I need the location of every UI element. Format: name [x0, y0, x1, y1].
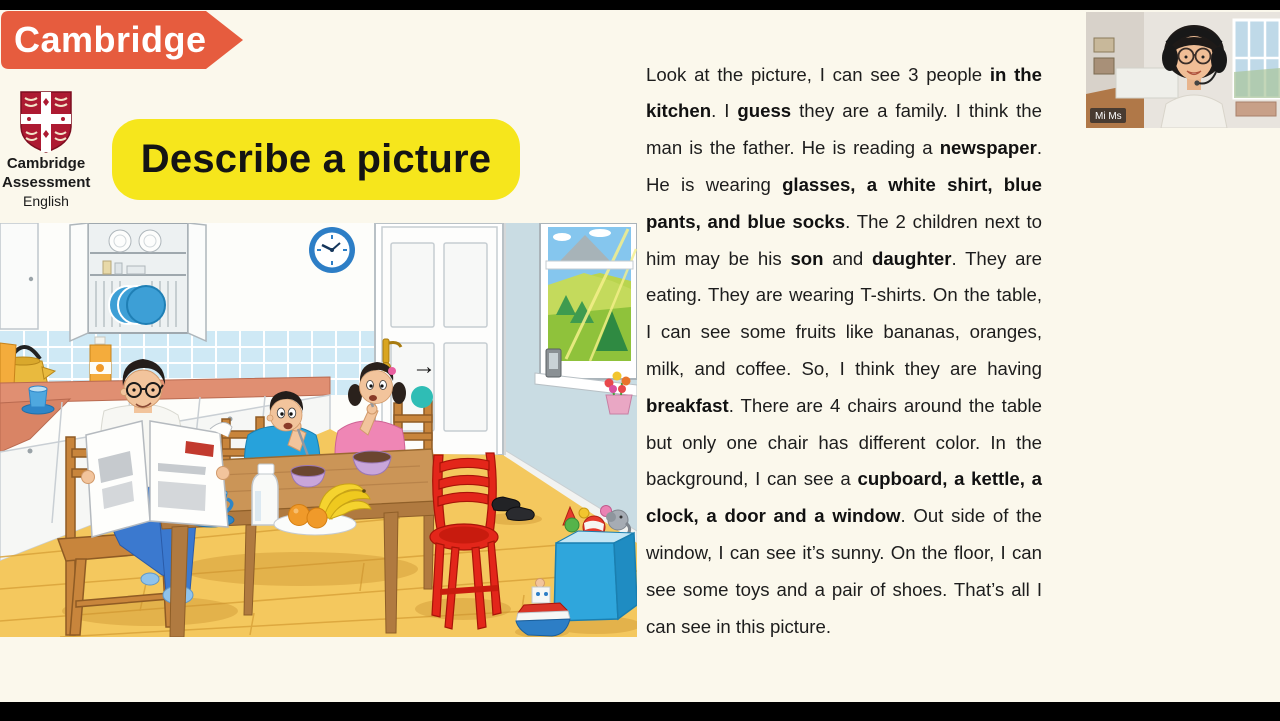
window-view: [548, 227, 636, 361]
top-letterbox: [0, 0, 1280, 10]
slide-title: Describe a picture: [140, 137, 492, 181]
shield-caption-line2: Assessment: [2, 174, 91, 191]
father-hand-left: [82, 471, 95, 484]
upper-cupboard: [0, 223, 206, 341]
cupboard-open-door-right: [188, 223, 206, 341]
juice-carton-left: [0, 343, 16, 386]
shield-caption-line3: English: [23, 193, 69, 209]
shield-icon: [18, 90, 74, 154]
phone-on-sill: [546, 349, 561, 377]
cursor-arrow[interactable]: →: [412, 353, 436, 380]
window: [535, 223, 637, 414]
newspaper: [82, 421, 233, 537]
webcam-video[interactable]: [1086, 12, 1280, 128]
shield-caption-line1: Cambridge: [6, 155, 86, 172]
slide-title-pill: [112, 119, 520, 200]
pointer-dot[interactable]: [411, 386, 433, 408]
mic-icon: [1194, 80, 1199, 85]
girl-hair-bow: [388, 367, 396, 375]
girl-pigtail-right: [392, 382, 406, 404]
banner-label: Cambridge: [14, 19, 207, 60]
toy-box: [554, 506, 637, 622]
father-hand-right: [217, 467, 230, 480]
presenter-name-label: [1090, 108, 1126, 123]
picture-description-text: Look at the picture, I can see 3 people in the kitchen. I guess they are a family. I think the man is the father. He is reading a newspaper. He is wearing glasses, a white shirt, blue pants, and blue socks. The 2 children next to him may be his son and daughter. They are eating. They are wearing T-shirts. On the table, I can see some fruits like bananas, oranges, milk, and coffee. So, I think they are having breakfast. There are 4 chairs around the table but only one chair has different color. In the background, I can see a cupboard, a kettle, a clock, a door and a window. Out side of the window, I can see it’s sunny. On the floor, I can see some toys and a pair of shoes. That’s all I can see in this picture.: [646, 63, 1043, 637]
slide-background: [0, 10, 1280, 702]
cupboard-open-door-left: [70, 223, 88, 341]
presenter-name-text: Mi Ms: [1095, 111, 1122, 122]
bottom-letterbox: [0, 702, 1280, 720]
kitchen-illustration: [0, 223, 637, 637]
cambridge-shield-logo: [2, 90, 90, 210]
wall-clock: [309, 227, 355, 273]
